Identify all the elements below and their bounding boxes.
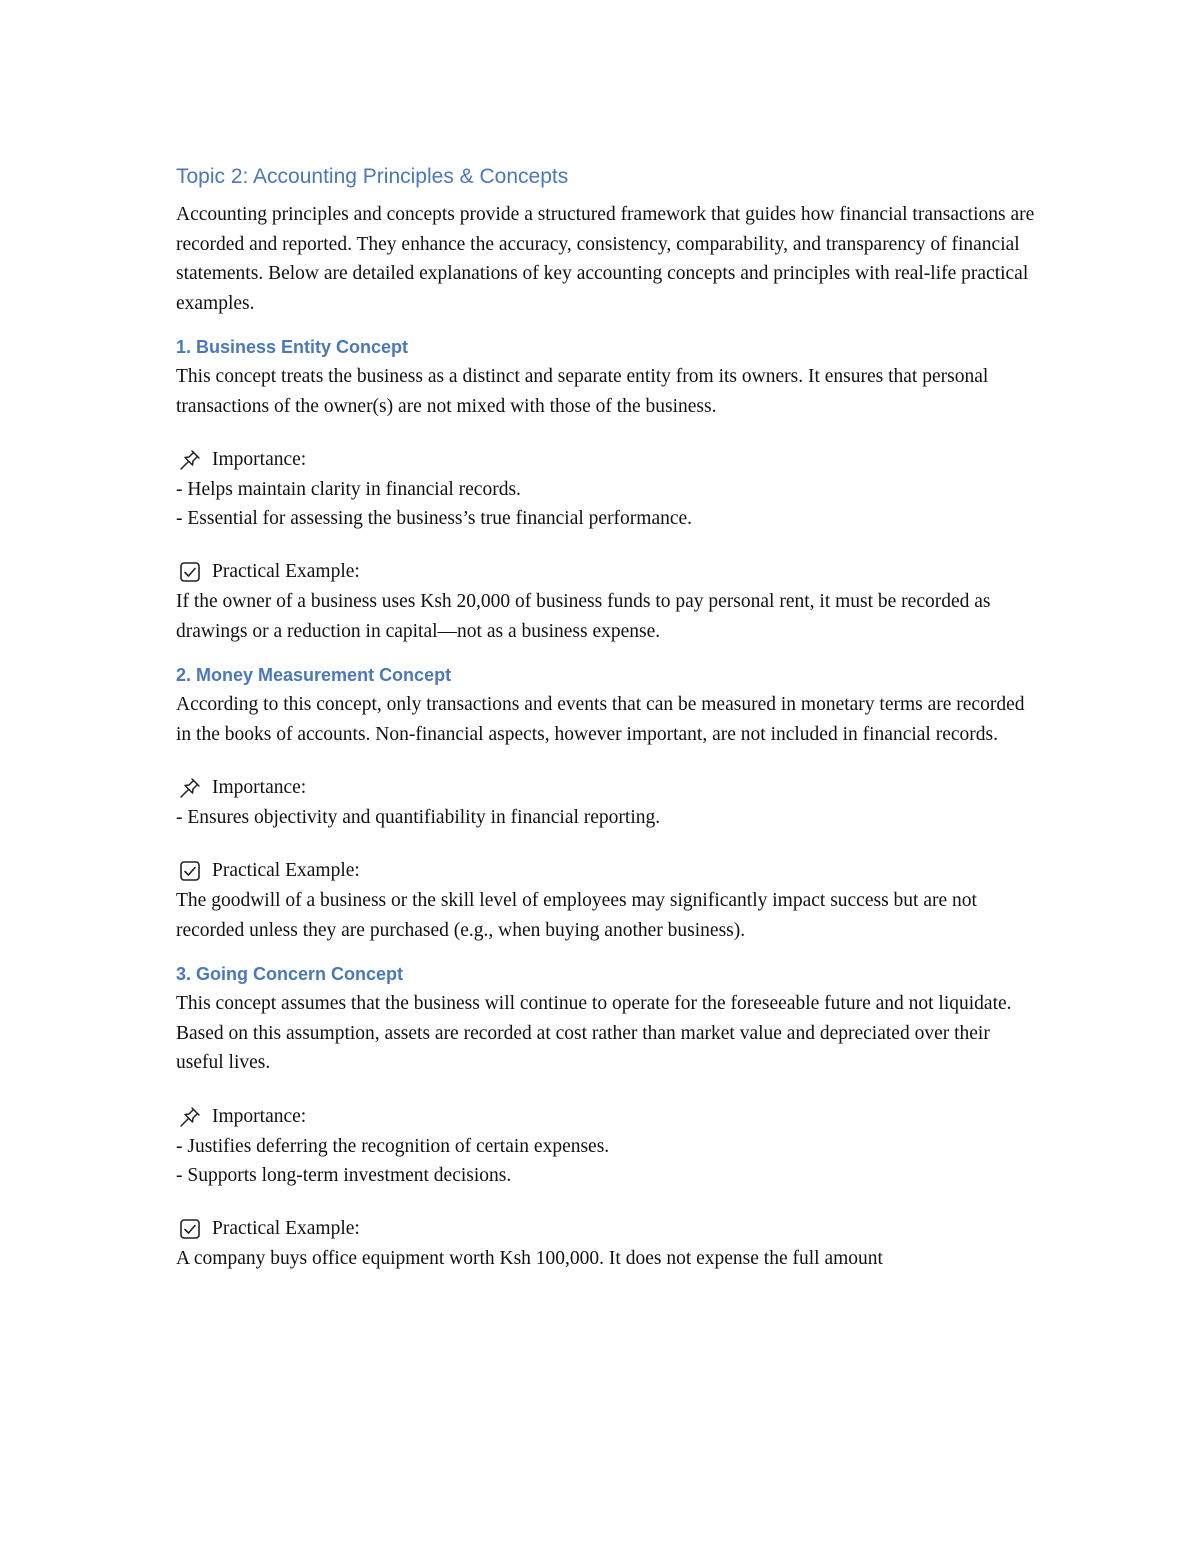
- example-label: Practical Example:: [212, 860, 360, 881]
- importance-heading: [176, 445, 1036, 475]
- example-text: The goodwill of a business or the skill level of employees may significantly impact success but are not recorded unless they are purchased (e.g., when buying another business).: [176, 890, 977, 941]
- example-label: Practical Example:: [212, 561, 360, 582]
- example-text: A company buys office equipment worth Ksh 100,000. It does not expense the full amount: [176, 1247, 883, 1269]
- importance-label: Importance:: [212, 1105, 307, 1127]
- importance-item: - Helps maintain clarity in financial records.: [176, 479, 521, 500]
- section-money-measurement: [176, 660, 1036, 945]
- pushpin-icon: [178, 776, 202, 800]
- example-heading: [176, 557, 1036, 587]
- document-title: Topic 2: Accounting Principles & Concepts: [176, 165, 569, 188]
- importance-item: - Justifies deferring the recognition of certain expenses.: [176, 1135, 610, 1157]
- section-description: According to this concept, only transactions and events that can be measured in monetary terms are recorded in the books of accounts. Non-financial aspects, however important, are not included in financial records.: [176, 694, 1025, 745]
- check-box-icon: [178, 1217, 202, 1241]
- pushpin-icon: [178, 1105, 202, 1129]
- example-label: Practical Example:: [212, 1217, 360, 1239]
- section-heading: 1. Business Entity Concept: [176, 337, 409, 357]
- importance-item: - Essential for assessing the business’s true financial performance.: [176, 508, 693, 529]
- importance-heading: [176, 773, 1036, 803]
- section-business-entity: [176, 332, 1036, 646]
- section-description: This concept assumes that the business will continue to operate for the foreseeable future and not liquidate. Based on this assumption, assets are recorded at cost rather than market value and depreciated over their useful lives.: [176, 993, 1012, 1073]
- importance-item: - Supports long-term investment decisions.: [176, 1164, 512, 1186]
- importance-item: - Ensures objectivity and quantifiability in financial reporting.: [176, 807, 661, 828]
- importance-label: Importance:: [212, 777, 307, 798]
- example-heading: [176, 1214, 1036, 1244]
- example-heading: [176, 856, 1036, 886]
- section-description: This concept treats the business as a distinct and separate entity from its owners. It ensures that personal transactions of the owner(s) are not mixed with those of the business.: [176, 366, 989, 417]
- section-heading: 2. Money Measurement Concept: [176, 665, 452, 685]
- example-text: If the owner of a business uses Ksh 20,000 of business funds to pay personal rent, it must be recorded as drawings or a reduction in capital—not as a business expense.: [176, 591, 991, 642]
- check-box-icon: [178, 560, 202, 584]
- document-page: [176, 160, 1036, 1273]
- importance-label: Importance:: [212, 449, 307, 470]
- section-going-concern: [176, 959, 1036, 1273]
- intro-paragraph: Accounting principles and concepts provide a structured framework that guides how financial transactions are recorded and reported. They enhance the accuracy, consistency, comparability, and transparency of financial statements. Below are detailed explanations of key accounting concepts and principles with real-life practical examples.: [176, 204, 1035, 314]
- section-heading: 3. Going Concern Concept: [176, 964, 404, 984]
- pushpin-icon: [178, 448, 202, 472]
- check-box-icon: [178, 859, 202, 883]
- importance-heading: [176, 1102, 1036, 1132]
